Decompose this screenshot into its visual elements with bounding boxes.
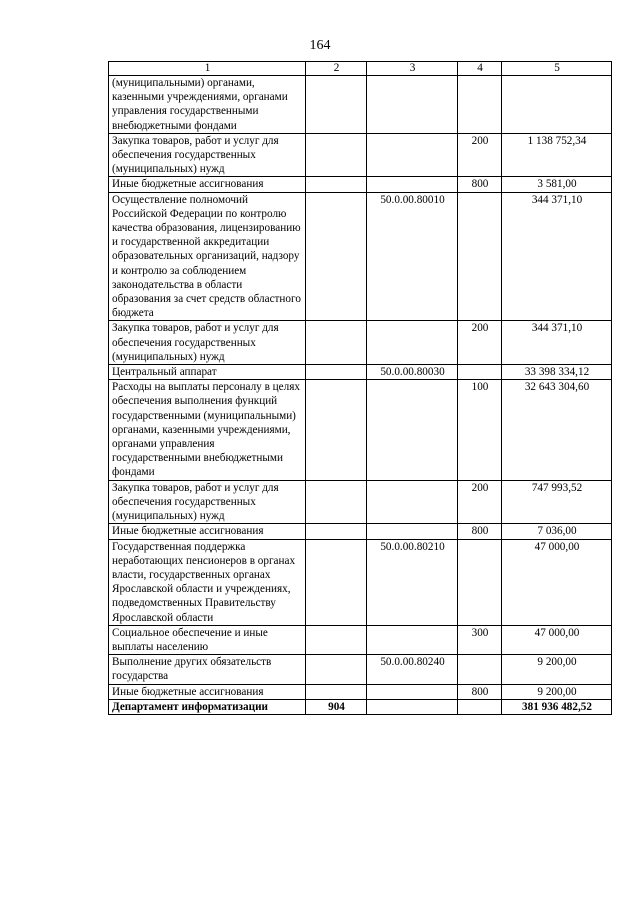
table-cell — [306, 380, 367, 480]
table-cell: 200 — [458, 480, 502, 524]
table-row — [109, 133, 612, 177]
table-cell: 9 200,00 — [502, 655, 612, 684]
table-cell: 200 — [458, 321, 502, 365]
table-cell — [367, 524, 458, 539]
table-cell — [367, 76, 458, 134]
table-cell: Расходы на выплаты персоналу в целях обеспечения выполнения функций государственными (муниципальными) органами, казенными учреждениями, органами управления государственными внебюджетными фондами — [109, 380, 306, 480]
table-row — [109, 365, 612, 380]
table-row — [109, 684, 612, 699]
table-row — [109, 177, 612, 192]
table-cell: 50.0.00.80030 — [367, 365, 458, 380]
table-cell: 344 371,10 — [502, 192, 612, 321]
table-cell: 344 371,10 — [502, 321, 612, 365]
table-cell — [306, 625, 367, 654]
table-cell — [367, 480, 458, 524]
table-cell: Центральный аппарат — [109, 365, 306, 380]
table-cell: Социальное обеспечение и иные выплаты населению — [109, 625, 306, 654]
table-cell — [502, 76, 612, 134]
page-number: 164 — [309, 38, 331, 53]
table-cell — [306, 684, 367, 699]
table-row — [109, 380, 612, 480]
table-cell: 747 993,52 — [502, 480, 612, 524]
table-cell: Государственная поддержка неработающих пенсионеров в органах власти, государственных органах Ярославской области и учреждениях, подведомственных Правительству Ярославской области — [109, 539, 306, 625]
table-cell: 33 398 334,12 — [502, 365, 612, 380]
table-cell — [306, 480, 367, 524]
table-cell — [306, 365, 367, 380]
table-row — [109, 524, 612, 539]
table-cell: 47 000,00 — [502, 625, 612, 654]
table-cell: 100 — [458, 380, 502, 480]
table-cell — [367, 177, 458, 192]
table-cell: 800 — [458, 524, 502, 539]
table-cell: Закупка товаров, работ и услуг для обеспечения государственных (муниципальных) нужд — [109, 321, 306, 365]
table-cell: 800 — [458, 684, 502, 699]
table-cell: Закупка товаров, работ и услуг для обеспечения государственных (муниципальных) нужд — [109, 480, 306, 524]
table-cell — [367, 699, 458, 714]
table-cell — [306, 133, 367, 177]
table-cell: Выполнение других обязательств государства — [109, 655, 306, 684]
table-cell: Иные бюджетные ассигнования — [109, 684, 306, 699]
table-cell: 904 — [306, 699, 367, 714]
table-cell — [367, 380, 458, 480]
table-cell: 47 000,00 — [502, 539, 612, 625]
column-header: 5 — [502, 62, 612, 76]
table-row — [109, 655, 612, 684]
table-cell: Закупка товаров, работ и услуг для обеспечения государственных (муниципальных) нужд — [109, 133, 306, 177]
table-cell: Осуществление полномочий Российской Федерации по контролю качества образования, лицензированию и государственной аккредитации образовательных организаций, надзору и контролю за соблюдением законодательства в области образования за счет средств областного бюджета — [109, 192, 306, 321]
table-cell — [367, 684, 458, 699]
table-cell — [306, 655, 367, 684]
table-cell — [458, 655, 502, 684]
table-cell — [458, 699, 502, 714]
table-row — [109, 192, 612, 321]
column-header: 1 — [109, 62, 306, 76]
table-cell: Иные бюджетные ассигнования — [109, 524, 306, 539]
table-row — [109, 321, 612, 365]
table-cell: 3 581,00 — [502, 177, 612, 192]
table-cell — [306, 177, 367, 192]
budget-table — [108, 61, 612, 715]
table-cell: 1 138 752,34 — [502, 133, 612, 177]
table-cell: 381 936 482,52 — [502, 699, 612, 714]
table-cell: 300 — [458, 625, 502, 654]
table-row — [109, 480, 612, 524]
table-cell: 7 036,00 — [502, 524, 612, 539]
table-row — [109, 539, 612, 625]
total-row — [109, 699, 612, 714]
table-cell — [306, 76, 367, 134]
table-cell: (муниципальными) органами, казенными учреждениями, органами управления государственными внебюджетными фондами — [109, 76, 306, 134]
table-cell — [367, 133, 458, 177]
table-row — [109, 76, 612, 134]
table-cell — [306, 192, 367, 321]
column-header: 3 — [367, 62, 458, 76]
table-cell: 800 — [458, 177, 502, 192]
table-cell — [306, 539, 367, 625]
table-cell: 50.0.00.80210 — [367, 539, 458, 625]
table-cell: 50.0.00.80010 — [367, 192, 458, 321]
table-cell: 200 — [458, 133, 502, 177]
table-cell — [306, 321, 367, 365]
column-header: 4 — [458, 62, 502, 76]
table-cell — [458, 76, 502, 134]
column-header: 2 — [306, 62, 367, 76]
table-cell — [367, 625, 458, 654]
table-cell — [367, 321, 458, 365]
table-cell: 32 643 304,60 — [502, 380, 612, 480]
table-row — [109, 625, 612, 654]
table-cell — [458, 192, 502, 321]
table-cell: Департамент информатизации — [109, 699, 306, 714]
table-cell: 50.0.00.80240 — [367, 655, 458, 684]
table-header-row — [109, 62, 612, 76]
table-cell — [306, 524, 367, 539]
table-cell: 9 200,00 — [502, 684, 612, 699]
table-cell — [458, 365, 502, 380]
table-cell: Иные бюджетные ассигнования — [109, 177, 306, 192]
table-cell — [458, 539, 502, 625]
